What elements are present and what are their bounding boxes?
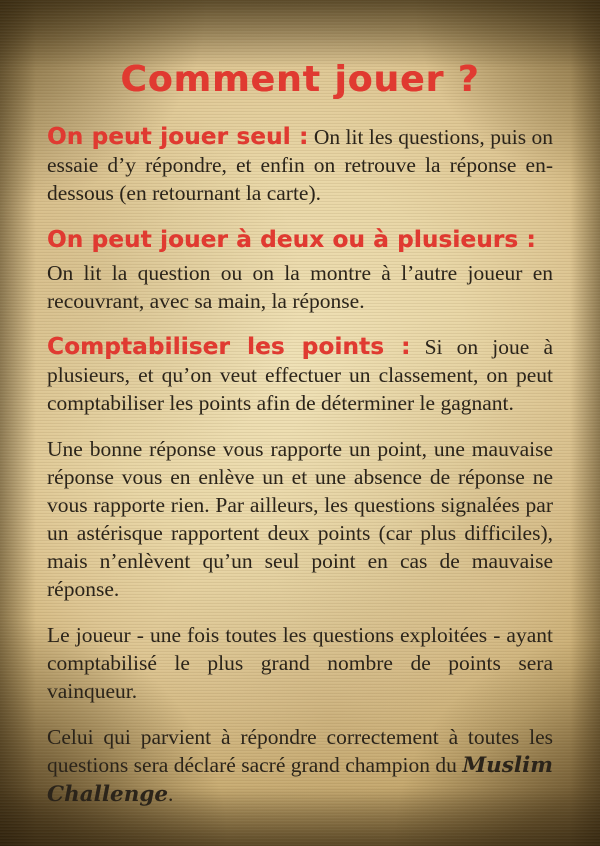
section-play-multi-heading: On peut jouer à deux ou à plusieurs : [47, 227, 536, 254]
section-play-alone-body: On lit les questions, puis on essaie d’y répondre, et enfin on retrouve la réponse en-dessous (en retournant la carte). [47, 125, 553, 206]
section-play-alone-heading: On peut jouer seul : [47, 124, 309, 151]
paragraph-champion [47, 723, 553, 809]
section-play-multi [47, 225, 553, 315]
paragraph-champion-text: Celui qui parvient à répondre correctement à toutes les questions sera déclaré sacré grand champion du [47, 725, 553, 778]
brand-name: Muslim Challenge [47, 753, 553, 808]
section-scoring [47, 333, 553, 417]
paragraph-scoring-detail: Une bonne réponse vous rapporte un point, une mauvaise réponse vous en enlève un et une absence de réponse ne vous rapporte rien. Par ailleurs, les questions signalées par un astérisque rapportent deux points (car plus difficiles), mais n’enlèvent qu’un seul point en cas de mauvaise réponse. [47, 437, 553, 602]
section-scoring-body: Si on joue à plusieurs, et qu’on veut effectuer un classement, on peut comptabiliser les points afin de déterminer le gagnant. [47, 335, 553, 416]
section-scoring-heading: Comptabiliser les points : [47, 334, 411, 361]
section-play-alone [47, 123, 553, 207]
page-title: Comment jouer ? [120, 59, 480, 100]
paragraph-champion-suffix: . [168, 782, 174, 807]
paragraph-winner: Le joueur - une fois toutes les questions exploitées - ayant comptabilisé le plus grand nombre de points sera vainqueur. [47, 623, 553, 704]
section-play-multi-body: On lit la question ou on la montre à l’autre joueur en recouvrant, avec sa main, la réponse. [47, 261, 553, 314]
